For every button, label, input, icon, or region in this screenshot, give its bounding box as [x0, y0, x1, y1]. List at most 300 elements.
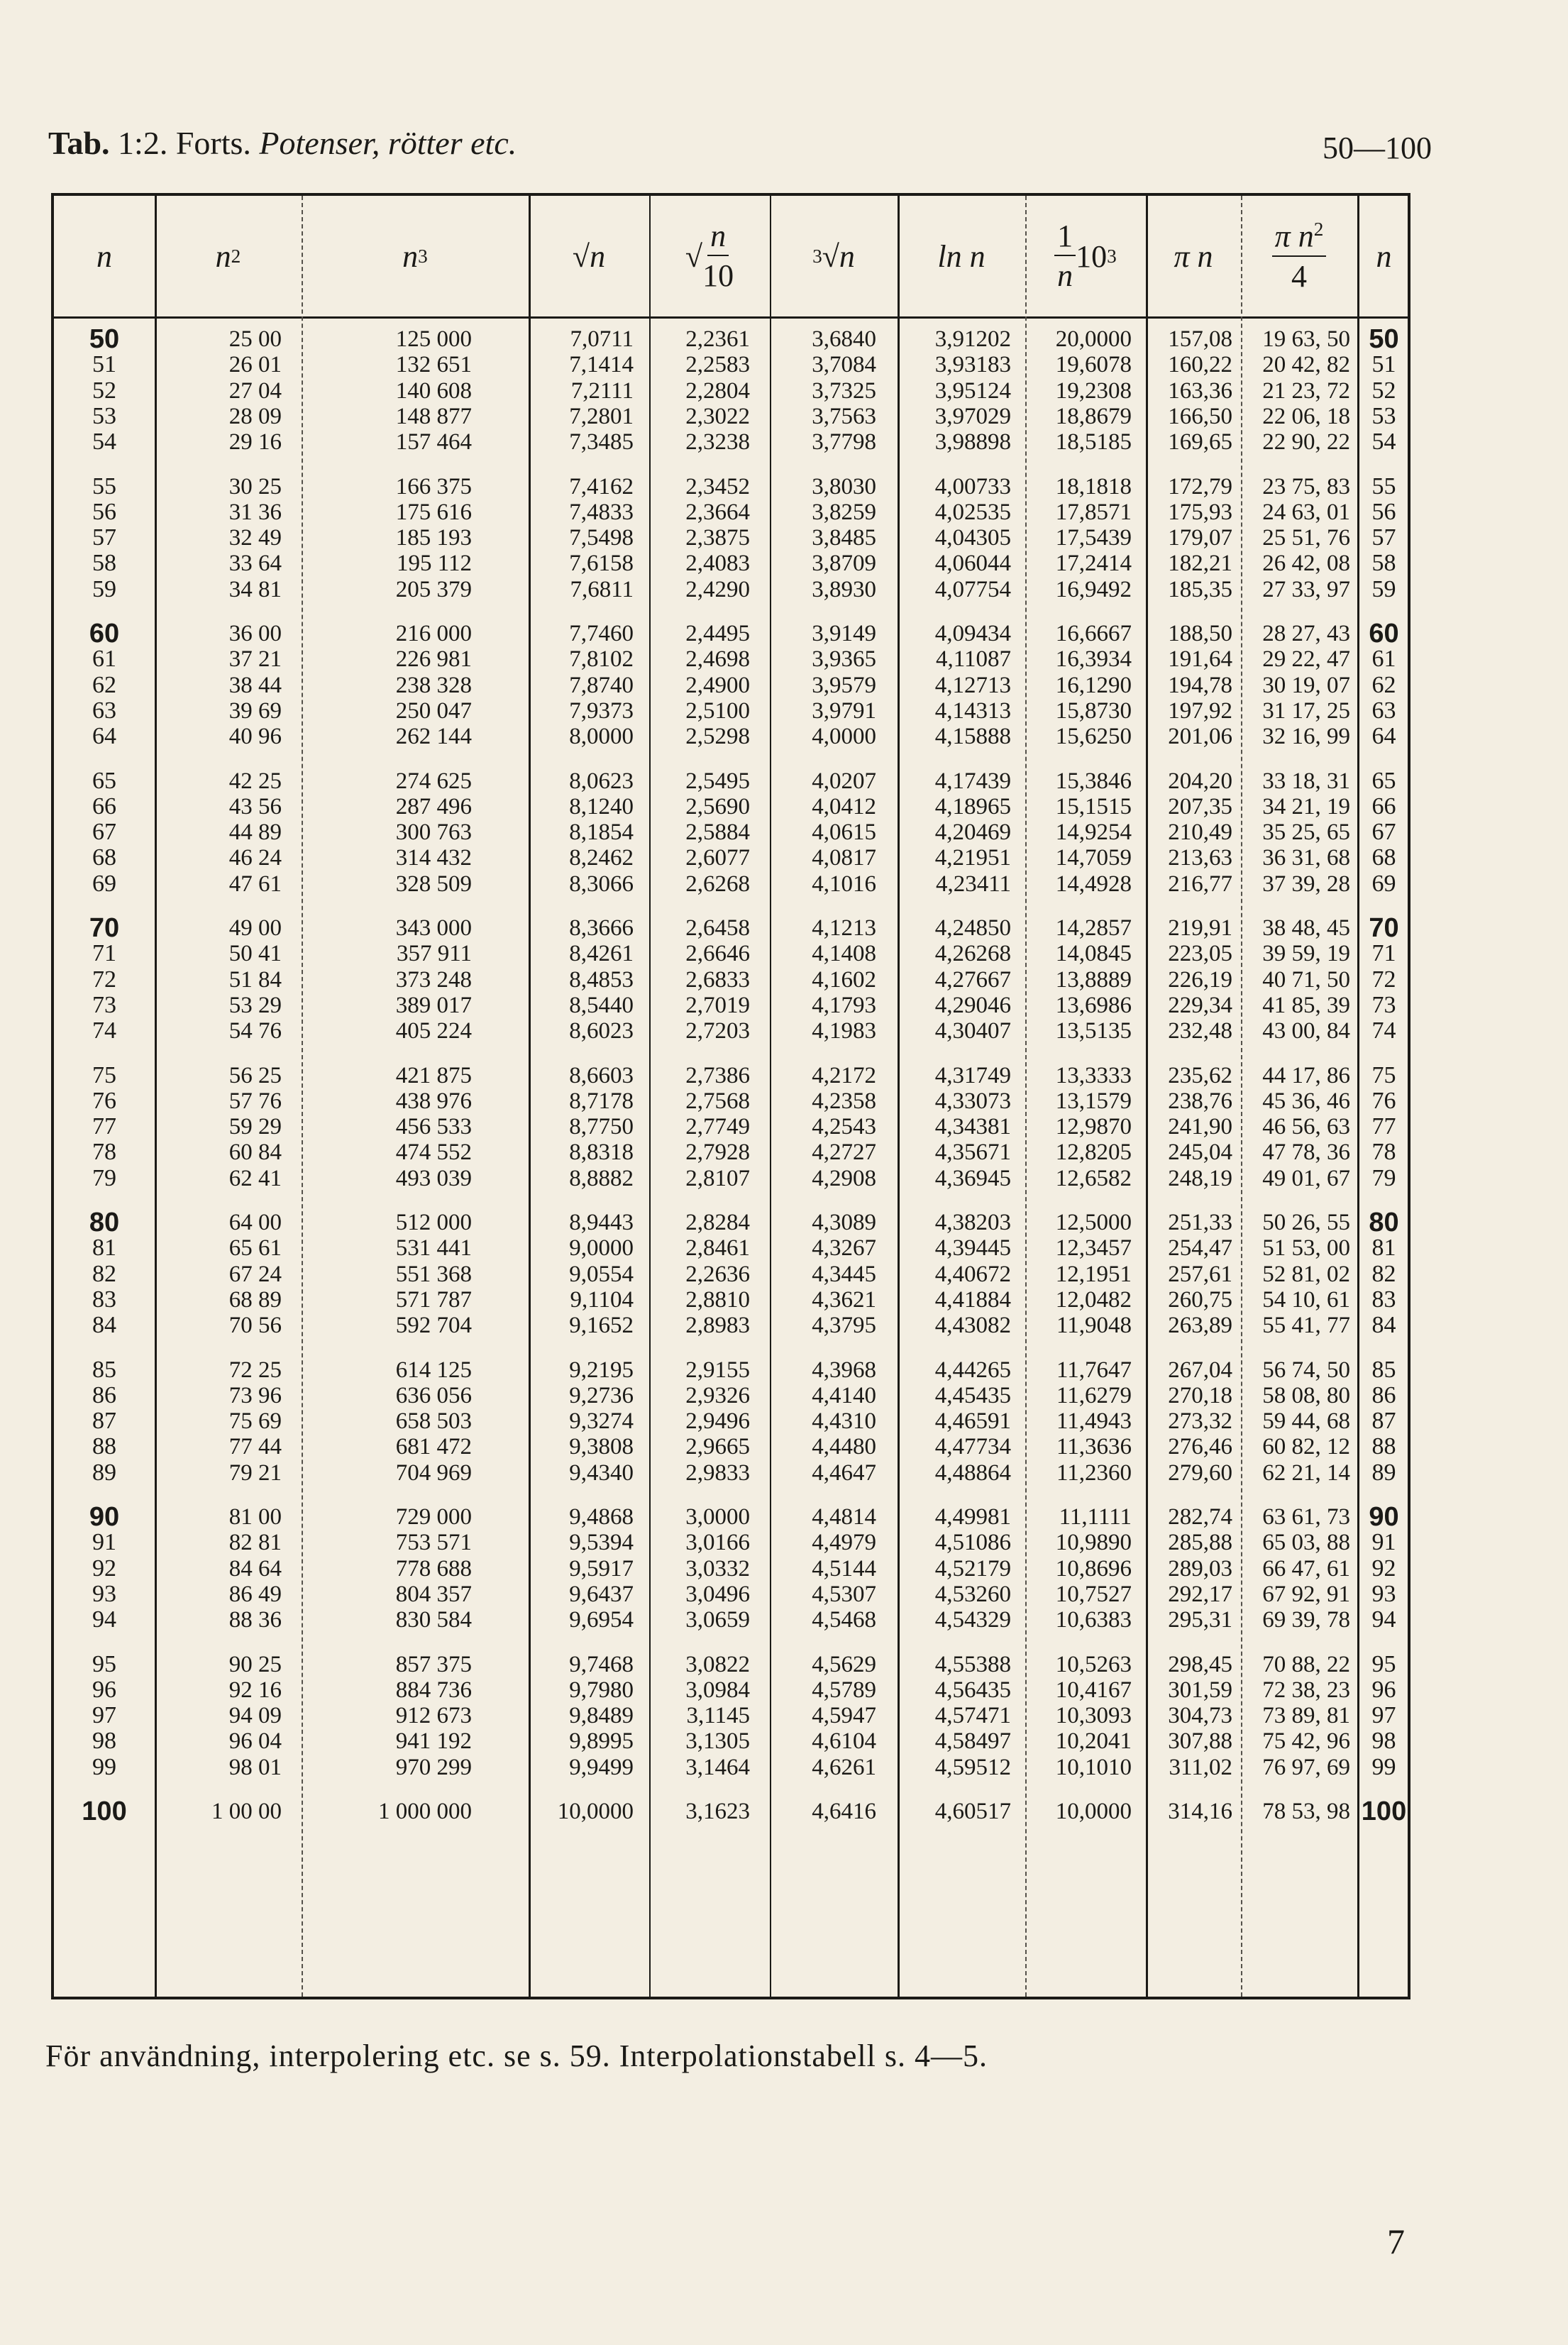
cell-pi-n2-over-4: 27 33, 97	[1262, 576, 1350, 602]
cell-n-cubed: 830 584	[395, 1607, 472, 1633]
cell-n-squared: 50 41	[228, 941, 282, 967]
cell-n-right: 74	[1371, 1017, 1396, 1044]
cell-n: 58	[92, 550, 116, 577]
cell-cbrt-n: 4,5947	[812, 1703, 876, 1729]
cell-n: 53	[92, 402, 116, 429]
cell-n-right: 63	[1371, 697, 1396, 724]
page-number: 7	[1387, 2222, 1405, 2261]
cell-sqrt-n: 8,4261	[569, 941, 634, 967]
cell-pi-n2-over-4: 44 17, 86	[1262, 1062, 1350, 1088]
cell-n-squared: 88 36	[228, 1607, 282, 1633]
table-row	[54, 429, 1408, 455]
cell-cbrt-n: 4,5468	[812, 1607, 876, 1633]
cell-n-right: 83	[1371, 1286, 1396, 1313]
cell-ln-n: 4,54329	[934, 1607, 1011, 1633]
cell-pi-n2-over-4: 52 81, 02	[1262, 1261, 1350, 1287]
cell-pi-n2-over-4: 23 75, 83	[1262, 473, 1350, 500]
cell-reciprocal: 16,9492	[1055, 576, 1132, 602]
cell-sqrt-n: 7,7460	[569, 621, 634, 646]
cell-ln-n: 4,29046	[934, 992, 1011, 1018]
cell-n-right: 58	[1371, 550, 1396, 577]
cell-sqrt-n-over-10: 2,2361	[685, 326, 750, 352]
cell-reciprocal: 12,1951	[1055, 1261, 1132, 1287]
cell-ln-n: 4,07754	[934, 576, 1011, 602]
cell-n-right: 75	[1371, 1061, 1396, 1088]
cell-sqrt-n-over-10: 2,7568	[685, 1088, 750, 1114]
cell-sqrt-n-over-10: 2,5100	[685, 697, 750, 724]
cell-reciprocal: 11,1111	[1059, 1504, 1132, 1530]
cell-sqrt-n-over-10: 2,5495	[685, 768, 750, 794]
cell-sqrt-n-over-10: 3,0822	[685, 1651, 750, 1677]
cell-pi-n2-over-4: 51 53, 00	[1262, 1235, 1350, 1262]
cell-n: 95	[92, 1650, 116, 1677]
cell-n-right: 56	[1371, 498, 1396, 525]
cell-sqrt-n: 7,6158	[569, 551, 634, 577]
cell-pi-n2-over-4: 65 03, 88	[1262, 1530, 1350, 1556]
cell-reciprocal: 10,5263	[1055, 1651, 1132, 1677]
cell-pi-n2-over-4: 34 21, 19	[1262, 793, 1350, 820]
cell-sqrt-n: 8,1240	[569, 793, 634, 820]
cell-reciprocal: 18,5185	[1055, 429, 1132, 456]
cell-cbrt-n: 4,6104	[812, 1728, 876, 1755]
col-header-sqrt: √n	[572, 238, 606, 274]
cell-n-right: 71	[1371, 940, 1396, 967]
cell-n-right: 64	[1371, 723, 1396, 750]
cell-n-squared: 47 61	[228, 871, 282, 897]
table-row	[54, 1262, 1408, 1287]
cell-cbrt-n: 3,8930	[812, 576, 876, 602]
cell-pi-n2-over-4: 39 59, 19	[1262, 941, 1350, 967]
cell-n-squared: 39 69	[228, 697, 282, 724]
cell-n-right: 62	[1371, 671, 1396, 698]
cell-n-right: 57	[1371, 524, 1396, 551]
cell-ln-n: 4,18965	[934, 793, 1011, 820]
cell-pi-n: 301,59	[1168, 1677, 1232, 1703]
cell-reciprocal: 10,9890	[1055, 1530, 1132, 1556]
cell-n-cubed: 857 375	[395, 1651, 472, 1677]
cell-reciprocal: 13,3333	[1055, 1062, 1132, 1088]
cell-reciprocal: 13,8889	[1055, 966, 1132, 993]
cell-ln-n: 4,48864	[934, 1460, 1011, 1486]
table-row	[54, 1582, 1408, 1607]
table-row	[54, 619, 1408, 649]
cell-ln-n: 4,58497	[934, 1728, 1011, 1755]
table-row	[54, 967, 1408, 993]
cell-sqrt-n: 7,4162	[569, 473, 634, 500]
cell-cbrt-n: 3,7325	[812, 377, 876, 404]
cell-ln-n: 4,35671	[934, 1140, 1011, 1166]
table-row	[54, 1799, 1408, 1824]
cell-ln-n: 3,93183	[934, 352, 1011, 378]
cell-n-cubed: 681 472	[395, 1434, 472, 1460]
cell-reciprocal: 14,2857	[1055, 915, 1132, 941]
cell-sqrt-n-over-10: 3,0659	[685, 1607, 750, 1633]
cell-n-right: 92	[1371, 1555, 1396, 1582]
cell-ln-n: 4,39445	[934, 1235, 1011, 1262]
cell-pi-n2-over-4: 73 89, 81	[1262, 1703, 1350, 1729]
cell-sqrt-n-over-10: 3,0496	[685, 1581, 750, 1607]
cell-pi-n: 304,73	[1168, 1703, 1232, 1729]
table-row	[54, 500, 1408, 525]
cell-pi-n2-over-4: 58 08, 80	[1262, 1382, 1350, 1408]
cell-n-cubed: 343 000	[395, 915, 472, 941]
cell-sqrt-n-over-10: 3,0332	[685, 1555, 750, 1582]
cell-reciprocal: 14,7059	[1055, 845, 1132, 871]
cell-sqrt-n-over-10: 2,7203	[685, 1018, 750, 1044]
cell-n-right: 52	[1371, 377, 1396, 404]
cell-pi-n: 276,46	[1168, 1434, 1232, 1460]
cell-ln-n: 4,41884	[934, 1286, 1011, 1313]
cell-ln-n: 4,56435	[934, 1677, 1011, 1703]
cell-n-cubed: 571 787	[395, 1286, 472, 1313]
table-row	[54, 352, 1408, 377]
table-row	[54, 673, 1408, 698]
cell-n: 56	[92, 498, 116, 525]
cell-sqrt-n: 9,2736	[569, 1382, 634, 1408]
cell-reciprocal: 10,2041	[1055, 1728, 1132, 1755]
cell-n: 87	[92, 1408, 116, 1435]
cell-n-squared: 60 84	[228, 1140, 282, 1166]
cell-n-right: 91	[1371, 1529, 1396, 1556]
table-row	[54, 1755, 1408, 1780]
cell-n-cubed: 195 112	[396, 551, 472, 577]
cell-pi-n: 210,49	[1168, 820, 1232, 846]
cell-n-right: 61	[1371, 646, 1396, 673]
cell-sqrt-n: 9,5917	[569, 1555, 634, 1582]
cell-sqrt-n-over-10: 2,7386	[685, 1062, 750, 1088]
cell-sqrt-n-over-10: 2,9496	[685, 1408, 750, 1435]
cell-n-cubed: 216 000	[395, 621, 472, 646]
cell-cbrt-n: 4,3445	[812, 1261, 876, 1287]
cell-n-cubed: 912 673	[395, 1703, 472, 1729]
cell-n-right: 99	[1371, 1753, 1396, 1780]
cell-sqrt-n: 9,0554	[569, 1261, 634, 1287]
cell-n: 93	[92, 1580, 116, 1607]
cell-n-cubed: 287 496	[395, 793, 472, 820]
cell-reciprocal: 12,0482	[1055, 1286, 1132, 1313]
cell-sqrt-n: 7,2111	[570, 377, 634, 404]
cell-n-right: 93	[1371, 1580, 1396, 1607]
cell-n: 71	[92, 940, 116, 967]
cell-sqrt-n-over-10: 2,9833	[685, 1460, 750, 1486]
cell-n-squared: 26 01	[228, 352, 282, 378]
cell-n-squared: 75 69	[228, 1408, 282, 1435]
cell-pi-n: 238,76	[1168, 1088, 1232, 1114]
cell-sqrt-n: 8,8882	[569, 1165, 634, 1191]
cell-sqrt-n-over-10: 2,2636	[685, 1261, 750, 1287]
cell-n-right: 85	[1371, 1356, 1396, 1383]
cell-pi-n: 172,79	[1168, 473, 1232, 500]
cell-pi-n2-over-4: 25 51, 76	[1262, 525, 1350, 551]
cell-sqrt-n-over-10: 2,5298	[685, 724, 750, 750]
cell-reciprocal: 14,9254	[1055, 820, 1132, 846]
table-row	[54, 1166, 1408, 1191]
cell-sqrt-n: 8,5440	[569, 992, 634, 1018]
cell-n: 74	[92, 1017, 116, 1044]
col-header-ln: ln n	[937, 238, 985, 274]
cell-pi-n: 263,89	[1168, 1313, 1232, 1339]
cell-sqrt-n-over-10: 2,3452	[685, 473, 750, 500]
cell-cbrt-n: 4,3089	[812, 1210, 876, 1235]
cell-cbrt-n: 3,8030	[812, 473, 876, 500]
cell-pi-n2-over-4: 26 42, 08	[1262, 551, 1350, 577]
cell-n-right: 97	[1371, 1702, 1396, 1729]
cell-n: 79	[92, 1164, 116, 1191]
cell-sqrt-n-over-10: 2,8983	[685, 1313, 750, 1339]
cell-pi-n: 175,93	[1168, 499, 1232, 525]
cell-pi-n: 216,77	[1168, 871, 1232, 897]
cell-sqrt-n-over-10: 2,2804	[685, 377, 750, 404]
cell-n: 78	[92, 1139, 116, 1166]
table-row	[54, 1728, 1408, 1754]
cell-n-cubed: 474 552	[395, 1140, 472, 1166]
cell-sqrt-n-over-10: 2,3022	[685, 403, 750, 429]
cell-cbrt-n: 4,6261	[812, 1754, 876, 1780]
cell-sqrt-n: 9,3274	[569, 1408, 634, 1435]
cell-reciprocal: 14,4928	[1055, 871, 1132, 897]
cell-ln-n: 4,40672	[934, 1261, 1011, 1287]
table-row	[54, 326, 1408, 352]
cell-n: 100	[82, 1797, 127, 1826]
cell-pi-n: 219,91	[1168, 915, 1232, 941]
cell-cbrt-n: 4,5789	[812, 1677, 876, 1703]
cell-n-squared: 53 29	[228, 992, 282, 1018]
cell-n-squared: 68 89	[228, 1286, 282, 1313]
cell-sqrt-n: 8,4853	[569, 966, 634, 993]
cell-n-right: 70	[1369, 913, 1399, 943]
cell-sqrt-n-over-10: 3,1623	[685, 1799, 750, 1824]
cell-n-cubed: 132 651	[395, 352, 472, 378]
cell-pi-n: 229,34	[1168, 992, 1232, 1018]
cell-n-right: 65	[1371, 767, 1396, 794]
cell-pi-n2-over-4: 69 39, 78	[1262, 1607, 1350, 1633]
cell-n-right: 73	[1371, 991, 1396, 1018]
cell-sqrt-n: 9,3808	[569, 1434, 634, 1460]
cell-reciprocal: 17,2414	[1055, 551, 1132, 577]
cell-n-squared: 33 64	[228, 551, 282, 577]
cell-sqrt-n-over-10: 2,8461	[685, 1235, 750, 1262]
cell-pi-n: 298,45	[1168, 1651, 1232, 1677]
cell-ln-n: 4,04305	[934, 525, 1011, 551]
cell-reciprocal: 13,6986	[1055, 992, 1132, 1018]
cell-sqrt-n: 8,7750	[569, 1114, 634, 1140]
cell-sqrt-n: 9,9499	[569, 1754, 634, 1780]
cell-sqrt-n: 9,4340	[569, 1460, 634, 1486]
cell-n-cubed: 636 056	[395, 1382, 472, 1408]
cell-n-cubed: 493 039	[395, 1165, 472, 1191]
cell-n-right: 76	[1371, 1087, 1396, 1114]
cell-cbrt-n: 4,4140	[812, 1382, 876, 1408]
table-row	[54, 941, 1408, 966]
cell-pi-n: 314,16	[1168, 1799, 1232, 1824]
cell-n-right: 90	[1369, 1502, 1399, 1532]
cell-n-cubed: 421 875	[395, 1062, 472, 1088]
tab-ref: 1:2.	[118, 125, 168, 161]
cell-n-squared: 28 09	[228, 403, 282, 429]
cell-pi-n2-over-4: 56 74, 50	[1262, 1357, 1350, 1383]
cell-pi-n: 163,36	[1168, 377, 1232, 404]
cell-sqrt-n-over-10: 2,7928	[685, 1140, 750, 1166]
table-row	[54, 820, 1408, 845]
table-row	[54, 1530, 1408, 1555]
table-row	[54, 577, 1408, 602]
cell-sqrt-n-over-10: 2,7019	[685, 992, 750, 1018]
cell-pi-n: 251,33	[1168, 1210, 1232, 1235]
cell-sqrt-n: 7,0711	[570, 326, 634, 352]
cell-pi-n: 267,04	[1168, 1357, 1232, 1383]
cell-pi-n2-over-4: 19 63, 50	[1262, 326, 1350, 352]
table-row	[54, 1114, 1408, 1140]
cell-n: 73	[92, 991, 116, 1018]
cell-cbrt-n: 3,9149	[812, 621, 876, 646]
cell-cbrt-n: 4,2358	[812, 1088, 876, 1114]
cell-n: 68	[92, 844, 116, 871]
cell-pi-n: 260,75	[1168, 1286, 1232, 1313]
cell-n: 60	[89, 619, 120, 649]
cell-pi-n: 223,05	[1168, 941, 1232, 967]
cell-sqrt-n: 9,5394	[569, 1530, 634, 1556]
cell-pi-n: 245,04	[1168, 1140, 1232, 1166]
cell-sqrt-n-over-10: 3,1145	[686, 1703, 750, 1729]
cell-reciprocal: 10,4167	[1055, 1677, 1132, 1703]
cell-n-right: 59	[1371, 575, 1396, 602]
cell-n-right: 72	[1371, 966, 1396, 993]
cell-pi-n: 254,47	[1168, 1235, 1232, 1262]
cell-pi-n: 282,74	[1168, 1504, 1232, 1530]
cell-n: 84	[92, 1312, 116, 1339]
cell-cbrt-n: 4,0817	[812, 845, 876, 871]
cell-reciprocal: 11,6279	[1056, 1382, 1132, 1408]
cell-n: 75	[92, 1061, 116, 1088]
cell-n-right: 82	[1371, 1260, 1396, 1287]
cell-n-cubed: 314 432	[395, 845, 472, 871]
cell-n-squared: 31 36	[228, 499, 282, 525]
cell-pi-n2-over-4: 54 10, 61	[1262, 1286, 1350, 1313]
cell-pi-n: 166,50	[1168, 403, 1232, 429]
cell-cbrt-n: 3,9579	[812, 672, 876, 698]
cell-pi-n2-over-4: 46 56, 63	[1262, 1114, 1350, 1140]
cell-n-cubed: 778 688	[395, 1555, 472, 1582]
cell-sqrt-n-over-10: 2,9326	[685, 1382, 750, 1408]
cell-n-right: 84	[1371, 1312, 1396, 1339]
cell-n-cubed: 456 533	[395, 1114, 472, 1140]
table-row	[54, 525, 1408, 551]
cell-n-cubed: 238 328	[395, 672, 472, 698]
cell-n-right: 87	[1371, 1408, 1396, 1435]
cell-pi-n: 179,07	[1168, 525, 1232, 551]
table-row	[54, 1652, 1408, 1677]
cell-pi-n2-over-4: 75 42, 96	[1262, 1728, 1350, 1755]
cell-sqrt-n-over-10: 3,0000	[685, 1504, 750, 1530]
cell-cbrt-n: 4,4310	[812, 1408, 876, 1435]
table-row	[54, 1063, 1408, 1088]
cell-ln-n: 4,27667	[934, 966, 1011, 993]
col-header-pi-n: π n	[1174, 238, 1213, 274]
cell-reciprocal: 11,3636	[1056, 1434, 1132, 1460]
cell-sqrt-n: 8,0623	[569, 768, 634, 794]
cell-n-cubed: 166 375	[395, 473, 472, 500]
cell-pi-n2-over-4: 70 88, 22	[1262, 1651, 1350, 1677]
cell-cbrt-n: 4,4480	[812, 1434, 876, 1460]
cell-n-cubed: 185 193	[395, 525, 472, 551]
cell-n-squared: 98 01	[228, 1754, 282, 1780]
cell-n: 70	[89, 913, 120, 943]
cell-sqrt-n-over-10: 2,9665	[685, 1434, 750, 1460]
cell-sqrt-n-over-10: 2,2583	[685, 352, 750, 378]
cell-reciprocal: 16,1290	[1055, 672, 1132, 698]
tab-label: Tab.	[48, 125, 110, 161]
cell-pi-n2-over-4: 60 82, 12	[1262, 1434, 1350, 1460]
cell-ln-n: 4,11087	[935, 646, 1011, 673]
cell-sqrt-n-over-10: 2,6268	[685, 871, 750, 897]
cell-cbrt-n: 3,9791	[812, 697, 876, 724]
cell-n: 77	[92, 1113, 116, 1140]
cell-cbrt-n: 4,2172	[812, 1062, 876, 1088]
col-header-sqrt-n-10: √ $\frac{n}{10}$	[685, 219, 734, 293]
cell-n-cubed: 405 224	[395, 1018, 472, 1044]
cell-pi-n2-over-4: 47 78, 36	[1262, 1140, 1350, 1166]
cell-cbrt-n: 4,5144	[812, 1555, 876, 1582]
cell-sqrt-n: 9,6437	[569, 1581, 634, 1607]
cell-n-squared: 82 81	[228, 1530, 282, 1556]
cell-sqrt-n-over-10: 2,4083	[685, 551, 750, 577]
cell-n-squared: 32 49	[228, 525, 282, 551]
table-row	[54, 646, 1408, 672]
cell-n-squared: 37 21	[228, 646, 282, 673]
cell-n-squared: 46 24	[228, 845, 282, 871]
cell-cbrt-n: 4,3267	[812, 1235, 876, 1262]
cell-n-right: 79	[1371, 1164, 1396, 1191]
cell-n: 63	[92, 697, 116, 724]
cell-sqrt-n: 9,2195	[569, 1357, 634, 1383]
cell-sqrt-n: 7,2801	[569, 403, 634, 429]
table-row	[54, 724, 1408, 749]
cell-n: 52	[92, 377, 116, 404]
cell-pi-n: 270,18	[1168, 1382, 1232, 1408]
cell-sqrt-n-over-10: 3,1305	[685, 1728, 750, 1755]
table-row	[54, 1460, 1408, 1486]
table-row	[54, 1703, 1408, 1728]
cell-n: 55	[92, 473, 116, 500]
cell-n-right: 81	[1371, 1235, 1396, 1262]
cell-reciprocal: 20,0000	[1055, 326, 1132, 352]
cell-n-right: 55	[1371, 473, 1396, 500]
cell-n-cubed: 804 357	[395, 1581, 472, 1607]
cell-pi-n2-over-4: 22 06, 18	[1262, 403, 1350, 429]
cell-cbrt-n: 4,5629	[812, 1651, 876, 1677]
cell-n-cubed: 658 503	[395, 1408, 472, 1435]
cell-n-squared: 81 00	[228, 1504, 282, 1530]
cell-pi-n: 289,03	[1168, 1555, 1232, 1582]
cell-n-squared: 44 89	[228, 820, 282, 846]
cell-pi-n: 188,50	[1168, 621, 1232, 646]
cell-n-squared: 30 25	[228, 473, 282, 500]
cell-pi-n: 197,92	[1168, 697, 1232, 724]
cell-n-cubed: 148 877	[395, 403, 472, 429]
cell-n-right: 77	[1371, 1113, 1396, 1140]
cell-pi-n: 273,32	[1168, 1408, 1232, 1435]
cell-pi-n: 194,78	[1168, 672, 1232, 698]
cell-cbrt-n: 4,0207	[812, 768, 876, 794]
cell-reciprocal: 16,3934	[1055, 646, 1132, 673]
cell-ln-n: 3,97029	[934, 403, 1011, 429]
cell-pi-n2-over-4: 20 42, 82	[1262, 352, 1350, 378]
cell-pi-n: 213,63	[1168, 845, 1232, 871]
cell-ln-n: 4,09434	[934, 621, 1011, 646]
cell-ln-n: 4,31749	[934, 1062, 1011, 1088]
cell-sqrt-n-over-10: 2,3238	[685, 429, 750, 456]
cell-n-squared: 27 04	[228, 377, 282, 404]
